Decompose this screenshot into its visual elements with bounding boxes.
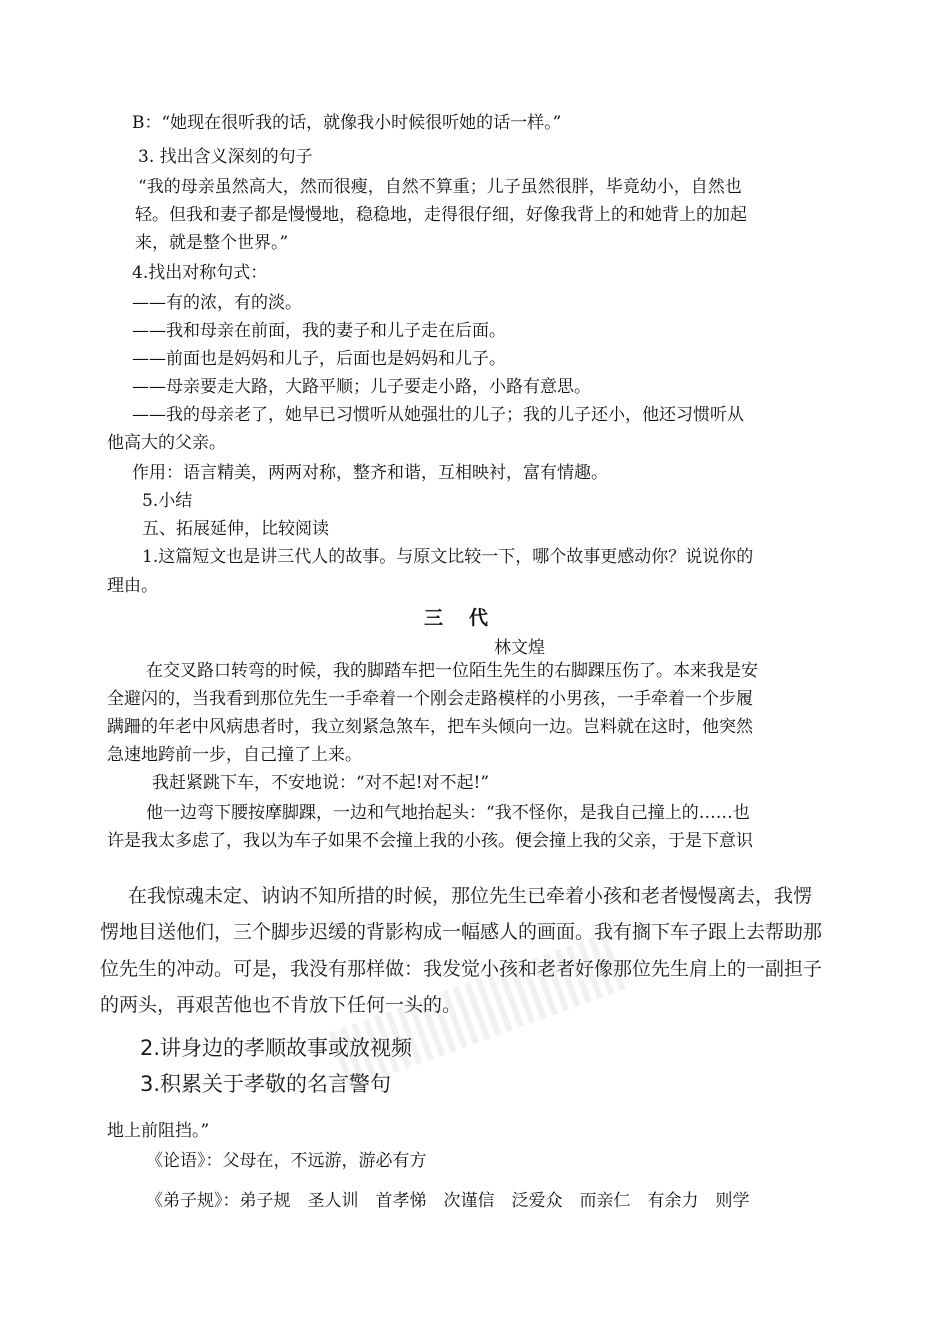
- story-title: 三代: [424, 607, 515, 629]
- scan-line-2: 愣地目送他们，三个脚步迟缓的背影构成一幅感人的画面。我有搁下车子跟上去帮助那: [100, 921, 823, 943]
- scan-line-3: 位先生的冲动。可是，我没有那样做：我发觉小孩和老者好像那位先生肩上的一副担子: [100, 958, 823, 980]
- story-line-2: 全避闪的，当我看到那位先生一手牵着一个刚会走路模样的小男孩，一手牵着一个步履: [107, 689, 753, 709]
- story-line-4: 急速地跨前一步，自己撞了上来。: [107, 745, 362, 765]
- story-line-end: 地上前阻挡。”: [107, 1121, 210, 1141]
- analects-quote: 《论语》：父母在，不远游，游必有方: [146, 1151, 427, 1171]
- story-line-5: 我赶紧跳下车，不安地说：“对不起!对不起!”: [152, 773, 490, 793]
- quote-line-1: “我的母亲虽然高大，然而很瘦，自然不算重；儿子虽然很胖，毕竟幼小，自然也: [138, 177, 742, 197]
- effect-line: 作用：语言精美，两两对称，整齐和谐，互相映衬，富有情趣。: [132, 463, 608, 483]
- story-line-6: 他一边弯下腰按摩脚踝，一边和气地抬起头：“我不怪你，是我自己撞上的……也: [146, 803, 750, 823]
- parallel-line-5-cont: 他高大的父亲。: [107, 433, 226, 453]
- parallel-line-1: ——有的浓，有的淡。: [132, 293, 302, 313]
- scan-line-4: 的两头，再艰苦他也不肯放下任何一头的。: [100, 994, 462, 1016]
- scan-line-1: 在我惊魂未定、讷讷不知所措的时候，那位先生已牵着小孩和老者慢慢离去，我愣: [128, 885, 813, 907]
- parallel-line-5: ——我的母亲老了，她早已习惯听从她强壮的儿子；我的儿子还小，他还习惯听从: [132, 405, 744, 425]
- section-heading-4: 4.找出对称句式：: [132, 263, 268, 283]
- story-line-1: 在交叉路口转弯的时候，我的脚踏车把一位陌生先生的右脚踝压伤了。本来我是安: [146, 661, 758, 681]
- dialogue-line: B：“她现在很听我的话，就像我小时候很听她的话一样。”: [132, 113, 562, 133]
- task-line-1-cont: 理由。: [107, 576, 158, 596]
- quote-line-3: 来，就是整个世界。”: [135, 233, 289, 253]
- dizigui-quote: 《弟子规》：弟子规 圣人训 首孝悌 次谨信 泛爱众 而亲仁 有余力 则学: [146, 1191, 750, 1211]
- story-line-3: 蹒跚的年老中风病患者时，我立刻紧急煞车，把车头倾向一边。岂料就在这时，他突然: [107, 717, 753, 737]
- story-line-7: 许是我太多虑了，我以为车子如果不会撞上我的小孩。便会撞上我的父亲，于是下意识: [107, 831, 753, 851]
- parallel-line-3: ——前面也是妈妈和儿子，后面也是妈妈和儿子。: [132, 349, 506, 369]
- scan-item-2: 2.讲身边的孝顺故事或放视频: [140, 1036, 413, 1060]
- task-line-1: 1.这篇短文也是讲三代人的故事。与原文比较一下，哪个故事更感动你？说说你的: [142, 547, 754, 567]
- parallel-line-4: ——母亲要走大路，大路平顺；儿子要走小路，小路有意思。: [132, 377, 591, 397]
- scan-item-3: 3.积累关于孝敬的名言警句: [140, 1072, 392, 1096]
- section-heading-5: 五、拓展延伸，比较阅读: [142, 519, 329, 539]
- summary-heading: 5.小结: [142, 491, 193, 511]
- section-heading-3: 3. 找出含义深刻的句子: [138, 147, 313, 167]
- quote-line-2: 轻。但我和妻子都是慢慢地，稳稳地，走得很仔细，好像我背上的和她背上的加起: [135, 205, 747, 225]
- parallel-line-2: ——我和母亲在前面，我的妻子和儿子走在后面。: [132, 321, 506, 341]
- story-author: 林文煌: [494, 638, 545, 658]
